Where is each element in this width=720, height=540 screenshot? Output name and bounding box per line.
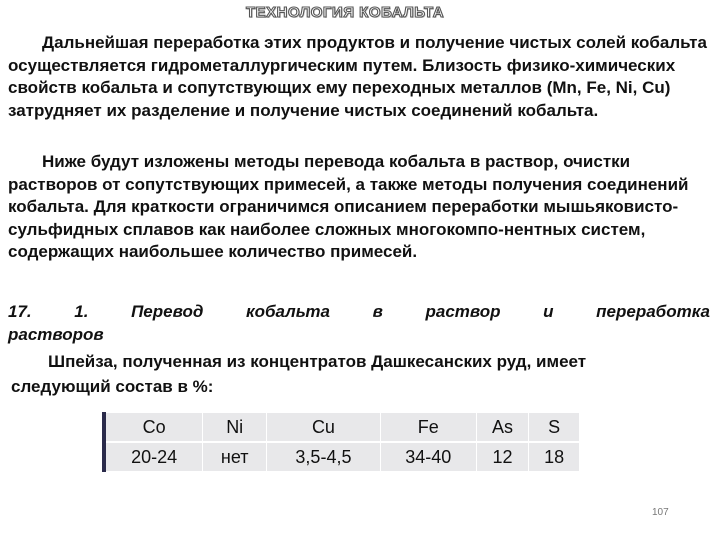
- table-cell: 18: [529, 442, 580, 472]
- table-cell: 12: [476, 442, 528, 472]
- section-heading: 17. 1. Перевод кобальта в раствор и переработка: [8, 302, 710, 321]
- paragraph-processing: [8, 32, 710, 122]
- composition-table: [102, 412, 580, 472]
- page-number: 107: [652, 507, 669, 518]
- table-row: [104, 442, 580, 472]
- table-header-cell: Ni: [203, 413, 267, 443]
- paragraph-composition-intro: [8, 349, 710, 399]
- table-cell: 34-40: [380, 442, 476, 472]
- table-header-cell: S: [529, 413, 580, 443]
- section-heading-continuation: растворов: [8, 325, 104, 344]
- table-header-cell: As: [476, 413, 528, 443]
- paragraph-processing-text: Дальнейшая переработка этих продуктов и получение чистых солей кобальта осуществляется гидрометаллургическим путем. Близость физико-химических свойств кобальта и сопутствующих ему переходных металлов (Mn, Fe, Ni, Cu) затрудняет их разделение и получение чистых соединений кобальта.: [8, 33, 707, 120]
- page-title: ТЕХНОЛОГИЯ КОБАЛЬТА: [245, 4, 445, 21]
- paragraph-methods-text: Ниже будут изложены методы перевода кобальта в раствор, очистки растворов от сопутствующих примесей, а также методы получения соединений кобальта. Для краткости ограничимся описанием переработки мышьяковисто-сульфидных сплавов как наиболее сложных многокомпо-нентных систем, содержащих наибольшее количество примесей.: [8, 152, 689, 261]
- table-header-cell: Fe: [380, 413, 476, 443]
- table-cell: 20-24: [104, 442, 203, 472]
- paragraph-methods: [8, 151, 710, 264]
- table-cell: 3,5-4,5: [267, 442, 381, 472]
- table-header-cell: Co: [104, 413, 203, 443]
- composition-intro-line-2: следующий состав в %:: [11, 377, 214, 396]
- table-cell: нет: [203, 442, 267, 472]
- table-header-cell: Cu: [267, 413, 381, 443]
- composition-intro-line-1: Шпейза, полученная из концентратов Дашкесанских руд, имеет: [48, 352, 587, 371]
- table-header-row: [104, 413, 580, 443]
